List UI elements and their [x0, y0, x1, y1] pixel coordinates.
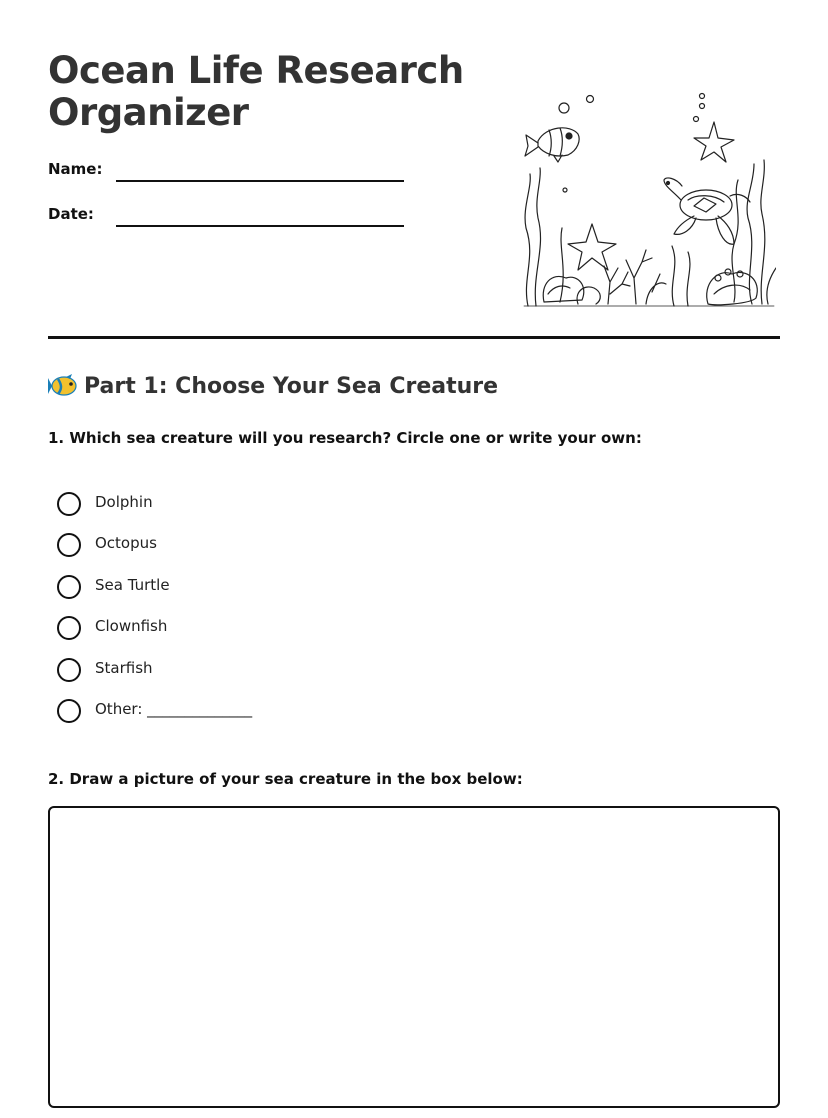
- option-label: Sea Turtle: [95, 575, 170, 594]
- option-sea-turtle[interactable]: [57, 573, 252, 614]
- creature-options: [57, 490, 252, 738]
- radio-circle[interactable]: [57, 533, 81, 557]
- part1-heading: [48, 373, 498, 399]
- drawing-box[interactable]: [48, 806, 780, 1108]
- date-field[interactable]: [116, 225, 404, 227]
- name-field[interactable]: [116, 180, 404, 182]
- option-label: Octopus: [95, 534, 157, 553]
- option-clownfish[interactable]: [57, 614, 252, 655]
- radio-circle[interactable]: [57, 575, 81, 599]
- radio-circle[interactable]: [57, 492, 81, 516]
- radio-circle[interactable]: [57, 699, 81, 723]
- page-title: Ocean Life Research Organizer: [48, 49, 464, 134]
- name-label: Name:: [48, 160, 103, 178]
- ocean-scene-illustration: [518, 88, 776, 310]
- part1-heading-text: Part 1: Choose Your Sea Creature: [84, 373, 499, 399]
- option-label: Dolphin: [95, 493, 153, 511]
- tropical-fish-icon: [48, 373, 78, 399]
- option-label: Other: ______________: [95, 699, 253, 718]
- option-octopus[interactable]: [57, 531, 252, 572]
- option-dolphin[interactable]: [57, 490, 252, 531]
- option-label: Starfish: [95, 658, 153, 677]
- option-label: Clownfish: [95, 617, 168, 636]
- question-1: 1. Which sea creature will you research? Circle one or write your own:: [48, 429, 642, 447]
- question-2: 2. Draw a picture of your sea creature in the box below:: [48, 770, 523, 788]
- section-divider: [48, 336, 780, 339]
- option-starfish[interactable]: [57, 656, 252, 697]
- radio-circle[interactable]: [57, 616, 81, 640]
- option-other[interactable]: [57, 697, 252, 738]
- radio-circle[interactable]: [57, 658, 81, 682]
- date-label: Date:: [48, 205, 94, 223]
